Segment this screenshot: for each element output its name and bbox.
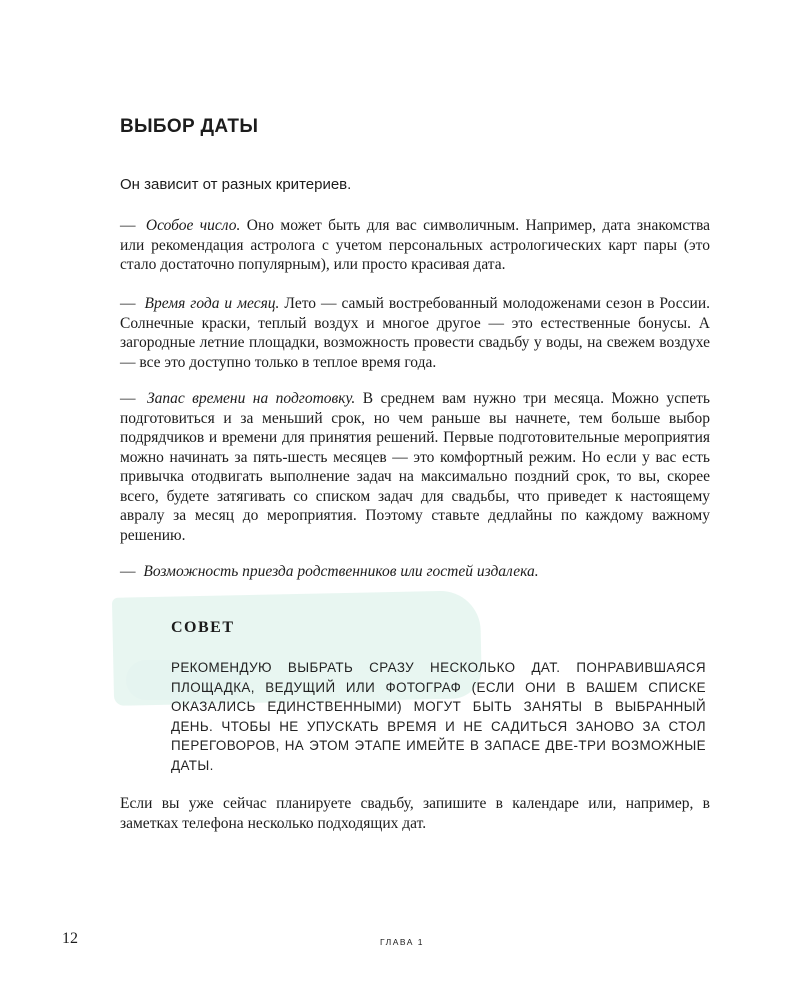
criterion-text: Лето — самый востребованный молодоженами сезон в России. Солнечные краски, теплый воздух и многое другое — это естественные бонусы. А загородные летние площадки, возможность провести свадьбу у воды, на свежем воздухе — все это доступно только в теплое время года. xyxy=(120,295,711,371)
list-dash: — xyxy=(120,217,136,234)
criterion-text: В среднем вам нужно три месяца. Можно успеть подготовиться и за меньший срок, но чем раньше вы начнете, тем больше выбор подрядчиков и времени для принятия решений. Первые подготовительные мероприятия можно начинать за пять-шесть месяцев — это комфортный режим. Но если у вас есть привычка отодвигать выполнение задач на максимально поздний срок, то вы, скорее всего, будете затягивать со списком задач для свадьбы, что приведет к настоящему авралу за месяц до мероприятия. Поэтому ставьте дедлайны по каждому важному решению. xyxy=(120,390,711,544)
criterion-text: Оно может быть для вас символичным. Например, дата знакомства или рекомендация астролога с учетом персональных астрологических карт пары (это стало достаточно популярным), или просто красивая дата. xyxy=(120,217,710,273)
chapter-label: ГЛАВА 1 xyxy=(380,937,425,947)
criterion-item xyxy=(120,216,710,275)
criterion-title: Время года и месяц. xyxy=(144,295,280,312)
closing-paragraph: Если вы уже сейчас планируете свадьбу, запишите в календаре или, например, в заметках телефона несколько подходящих дат. xyxy=(120,795,710,832)
criterion-title: Запас времени на подготовку. xyxy=(146,390,356,407)
criterion-item xyxy=(120,389,710,545)
criterion-title: Возможность приезда родственников или гостей издалека. xyxy=(143,563,539,580)
tip-text: РЕКОМЕНДУЮ ВЫБРАТЬ СРАЗУ НЕСКОЛЬКО ДАТ. ПОНРАВИВШАЯСЯ ПЛОЩАДКА, ВЕДУЩИЙ ИЛИ ФОТОГРАФ (ЕСЛИ ОНИ В ВАШЕМ СПИСКЕ ОКАЗАЛИСЬ ЕДИНСТВЕННЫМИ) МОГУТ БЫТЬ ЗАНЯТЫ В ВЫБРАННЫЙ ДЕНЬ. ЧТОБЫ НЕ УПУСКАТЬ ВРЕМЯ И НЕ САДИТЬСЯ ЗАНОВО ЗА СТОЛ ПЕРЕГОВОРОВ, НА ЭТОМ ЭТАПЕ ИМЕЙТЕ В ЗАПАСЕ ДВЕ-ТРИ ВОЗМОЖНЫЕ ДАТЫ. xyxy=(171,660,706,773)
list-dash: — xyxy=(120,390,136,407)
tip-label: СОВЕТ xyxy=(171,619,235,636)
page-title: ВЫБОР ДАТЫ xyxy=(120,116,259,137)
intro-text: Он зависит от разных критериев. xyxy=(120,176,352,193)
criterion-item xyxy=(120,562,710,582)
criterion-title: Особое число. xyxy=(145,217,241,234)
criterion-item xyxy=(120,294,710,372)
page-number: 12 xyxy=(62,930,78,947)
list-dash: — xyxy=(120,295,136,312)
list-dash: — xyxy=(120,563,136,580)
